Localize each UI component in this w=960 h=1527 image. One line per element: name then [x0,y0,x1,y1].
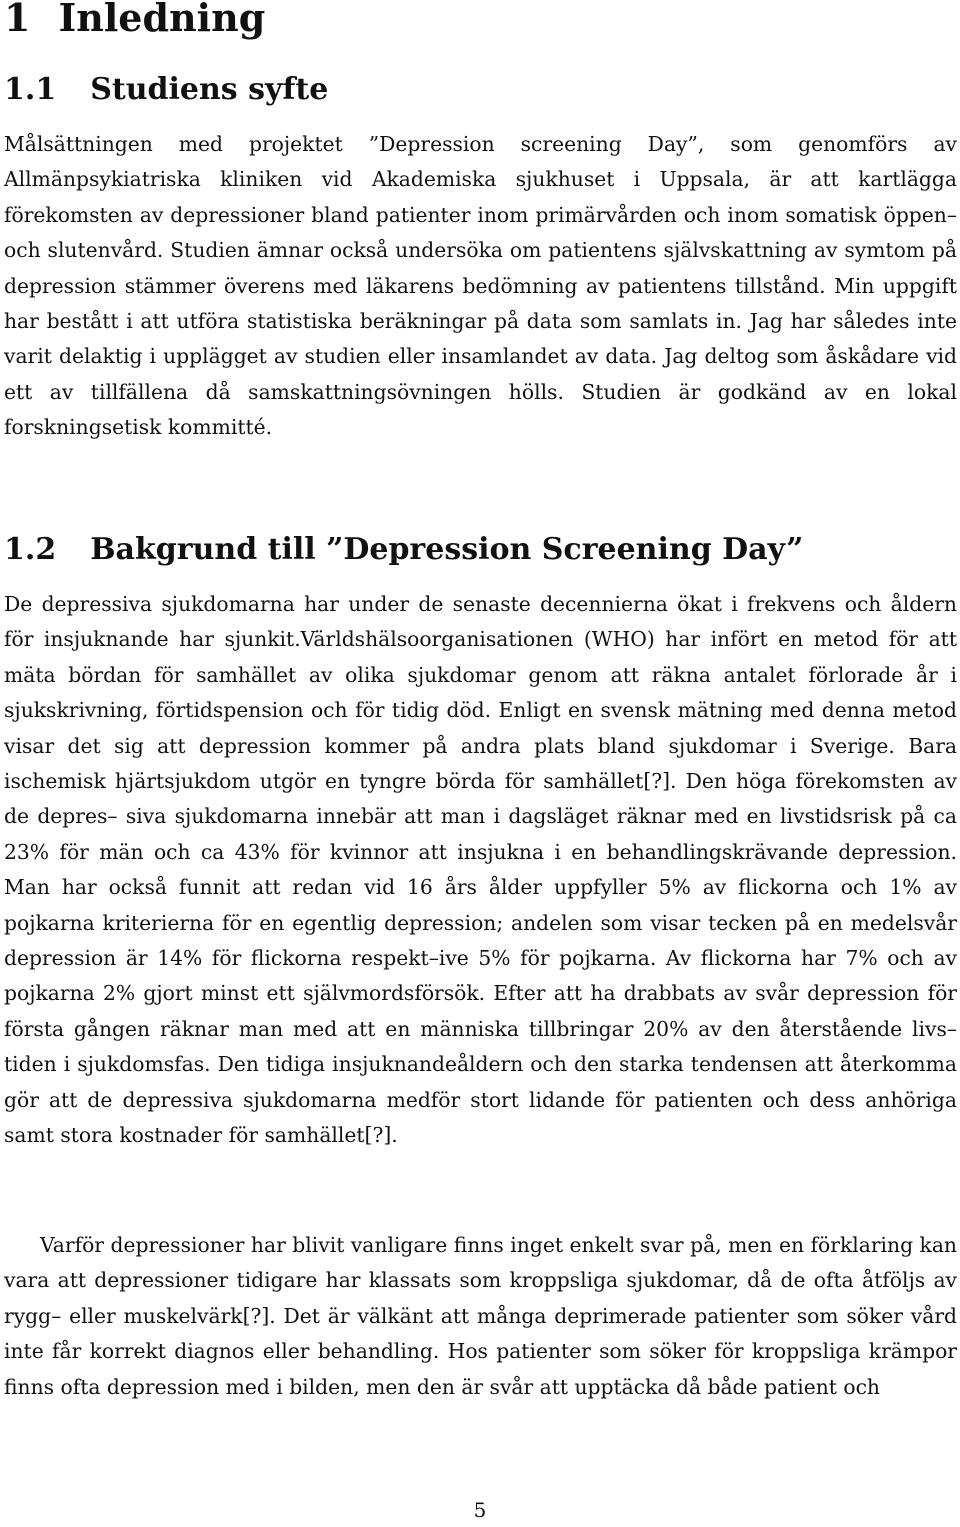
section-number: 1.1 [4,72,57,107]
section-title: Bakgrund till ”Depression Screening Day” [90,532,804,567]
section-heading-studiens-syfte [4,70,328,110]
chapter-heading [4,0,265,42]
section-heading-bakgrund [4,530,803,570]
page-number: 5 [473,1498,487,1522]
section-number: 1.2 [4,532,57,567]
chapter-title: Inledning [58,0,266,40]
chapter-number: 1 [4,0,31,40]
paragraph-studiens-syfte: Målsättningen med projektet ”Depression screening Day”, som genomförs av Allmänpsykiatriska kliniken vid Akademiska sjukhuset i Uppsala, är att kartlägga förekomsten av depressioner bland patienter inom primärvården och inom somatisk öppen– och slutenvård. Studien ämnar också undersöka om patientens självskattning av symtom på depression stämmer överens med läkarens bedömning av patientens tillstånd. Min uppgift har bestått i att utföra statistiska beräkningar på data som samlats in. Jag har således inte varit delaktig i upplägget av studien eller insamlandet av data. Jag deltog som åskådare vid ett av tillfällena då samskattningsövningen hölls. Studien är godkänd av en lokal forskningsetisk kommitté. [4,132,957,440]
paragraph-bakgrund-1: De depressiva sjukdomarna har under de senaste decennierna ökat i frekvens och åldern för insjuknande har sjunkit.Världshälsoorganisationen (WHO) har infört en metod för att mäta bördan för samhället av olika sjukdomar genom att räkna antalet förlorade år i sjukskrivning, förtidspension och för tidig död. Enligt en svensk mätning med denna metod visar det sig att depression kommer på andra plats bland sjukdomar i Sverige. Bara ischemisk hjärtsjukdom utgör en tyngre börda för samhället[?]. Den höga förekomsten av de depres– siva sjukdomarna innebär att man i dagsläget räknar med en livstidsrisk på ca 23% för män och ca 43% för kvinnor att insjukna i en behandlingskrävande depression. Man har också funnit att redan vid 16 års ålder uppfyller 5% av flickorna och 1% av pojkarna kriterierna för en egentlig depression; andelen som visar tecken på en medelsvår depression är 14% för flickorna respekt–ive 5% för pojkarna. Av flickorna har 7% och av pojkarna 2% gjort minst ett självmordsförsök. Efter att ha drabbats av svår depression för första gången räknar man med att en människa tillbringar 20% av den återstående livs– tiden i sjukdomsfas. Den tidiga insjuknandeåldern och den starka tendensen att återkomma gör att de depressiva sjukdomarna medför stort lidande för patienten och dess anhöriga samt stora kostnader för samhället[?]. [4,592,957,1148]
paragraph-bakgrund-2: Varför depressioner har blivit vanligare finns inget enkelt svar på, men en förklaring kan vara att depressioner tidigare har klassats som kroppsliga sjukdomar, då de ofta åtföljs av rygg– eller muskelvärk[?]. Det är välkänt att många deprimerade patienter som söker vård inte får korrekt diagnos eller behandling. Hos patienter som söker för kroppsliga krämpor finns ofta depression med i bilden, men den är svår att upptäcka då både patient och [4,1233,957,1399]
section-title: Studiens syfte [90,72,329,107]
